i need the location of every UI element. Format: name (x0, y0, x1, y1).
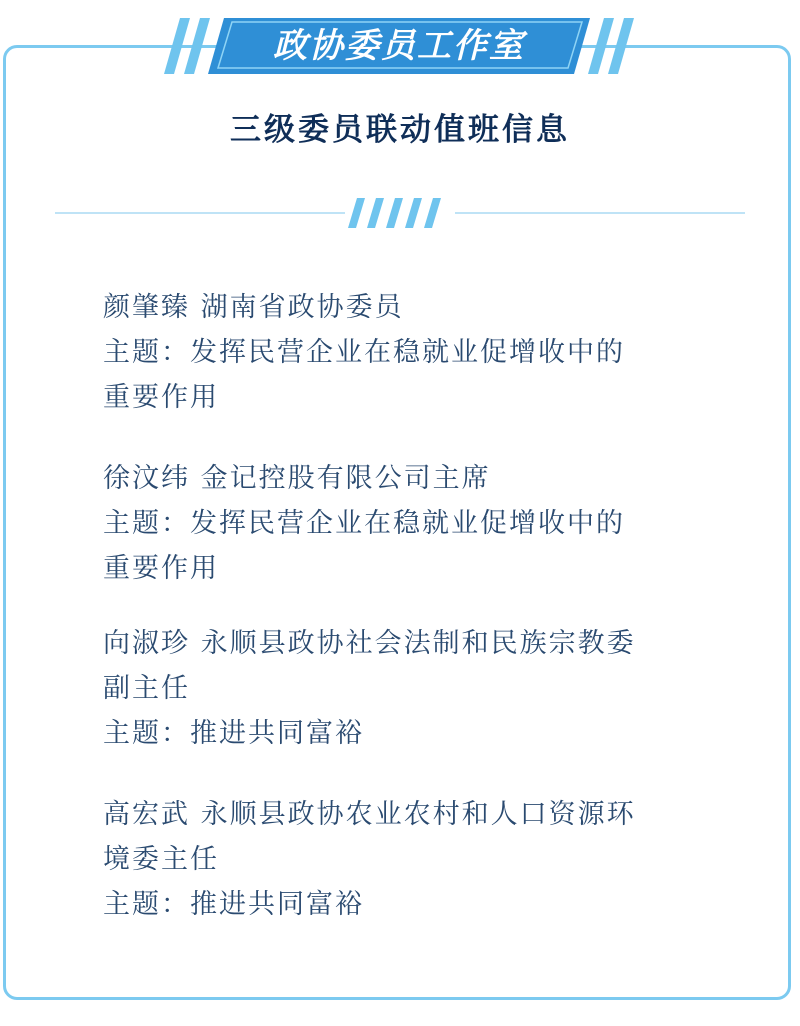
member-name-title: 颜肇臻 湖南省政协委员 (103, 292, 404, 323)
topic-line: 重要作用 (103, 382, 219, 413)
member-name-title: 副主任 (103, 673, 190, 704)
topic-line: 主题：发挥民营企业在稳就业促增收中的 (103, 508, 625, 539)
member-name-title: 高宏武 永顺县政协农业农村和人口资源环 (103, 799, 636, 830)
banner-title: 政协委员工作室 (273, 26, 525, 66)
title-banner (158, 18, 640, 74)
list-item (103, 621, 723, 756)
member-name-title: 境委主任 (103, 844, 219, 875)
list-item (103, 285, 723, 420)
section-divider (55, 196, 745, 230)
list-item (103, 456, 723, 591)
duty-list (103, 285, 723, 963)
topic-line: 重要作用 (103, 553, 219, 584)
topic-line: 主题：推进共同富裕 (103, 889, 364, 920)
page-subtitle: 三级委员联动值班信息 (230, 112, 570, 148)
topic-line: 主题：推进共同富裕 (103, 718, 364, 749)
topic-line: 主题：发挥民营企业在稳就业促增收中的 (103, 337, 625, 368)
member-name-title: 向淑珍 永顺县政协社会法制和民族宗教委 (103, 628, 636, 659)
list-item (103, 792, 723, 927)
member-name-title: 徐汶纬 金记控股有限公司主席 (103, 463, 491, 494)
